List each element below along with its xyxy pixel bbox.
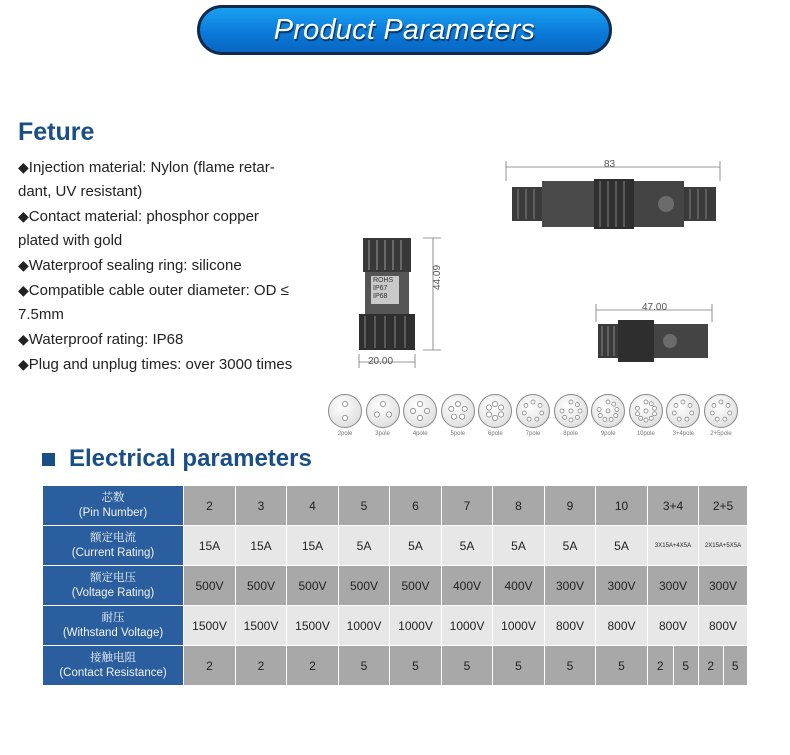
feature-item: [18, 253, 338, 278]
pole-icon: [476, 394, 514, 437]
table-cell: 5: [545, 646, 596, 686]
table-cell: 1000V: [339, 606, 390, 646]
pin-layout-icon: [441, 394, 475, 428]
pole-icon: [514, 394, 552, 437]
table-cell: 300V: [699, 566, 748, 606]
table-cell: 2: [184, 646, 236, 686]
table-cell: 8: [493, 486, 545, 526]
pole-icon: [439, 394, 477, 437]
table-cell: 5: [596, 646, 648, 686]
table-cell-split: [648, 646, 699, 686]
row-label-cn: 芯数: [101, 491, 125, 504]
feature-list: [18, 155, 338, 377]
electrical-section-title: [42, 445, 312, 473]
table-cell: 400V: [442, 566, 493, 606]
row-header: [43, 566, 184, 606]
feature-item: [18, 204, 338, 253]
table-cell: 500V: [287, 566, 339, 606]
feature-text: Injection material: Nylon (flame retar- dant, UV resistant): [18, 159, 275, 200]
pin-layout-icon: [591, 394, 625, 428]
table-cell: 2X15A+5X5A: [699, 526, 748, 566]
pole-label: 3+4pole: [672, 431, 695, 437]
row-label-en: (Current Rating): [71, 546, 155, 559]
title-banner: [197, 5, 612, 55]
pole-label: 9pole: [600, 431, 616, 437]
row-header: [43, 526, 184, 566]
table-cell: 4: [287, 486, 339, 526]
row-header: [43, 646, 184, 686]
diamond-bullet-icon: ◆: [18, 356, 29, 372]
table-cell: 10: [596, 486, 648, 526]
front-text-ip68: IP68: [373, 293, 388, 300]
table-cell: 1500V: [236, 606, 287, 646]
table-cell: 3X15A+4X5A: [648, 526, 699, 566]
table-row: [43, 646, 748, 686]
table-cell: 3+4: [648, 486, 699, 526]
front-text-rohs: ROHS: [373, 277, 394, 284]
split-value: 2: [699, 646, 724, 685]
table-cell: 1000V: [493, 606, 545, 646]
pole-configuration-row: [326, 394, 786, 446]
pole-label: 2pole: [337, 431, 353, 437]
row-label-cn: 耐压: [101, 611, 125, 624]
table-cell: 5: [339, 486, 390, 526]
table-cell: 3: [236, 486, 287, 526]
table-cell: 5: [339, 646, 390, 686]
table-cell: 5A: [339, 526, 390, 566]
table-cell: 800V: [699, 606, 748, 646]
table-cell: 5A: [545, 526, 596, 566]
pole-label: 8pole: [563, 431, 578, 437]
table-cell: 1500V: [287, 606, 339, 646]
pole-icon: [702, 394, 740, 437]
table-row: [43, 606, 748, 646]
feature-title: Feture: [18, 118, 95, 146]
pin-layout-icon: [366, 394, 400, 428]
pin-layout-icon: [478, 394, 512, 428]
pole-icon: [627, 394, 665, 437]
row-label-en: (Contact Resistance): [59, 666, 167, 679]
table-cell: 1000V: [390, 606, 442, 646]
pole-icon: [326, 394, 364, 437]
pin-layout-icon: [704, 394, 738, 428]
pole-icon: [364, 394, 402, 437]
table-cell: 1000V: [442, 606, 493, 646]
diamond-bullet-icon: ◆: [18, 282, 29, 298]
feature-text: Waterproof rating: IP68: [28, 331, 184, 348]
table-cell: 5A: [390, 526, 442, 566]
table-cell: 7: [442, 486, 493, 526]
pole-label: 2+5pole: [710, 431, 732, 437]
table-cell: 5A: [596, 526, 648, 566]
dimension-height-label: 44.09: [432, 264, 443, 290]
diamond-bullet-icon: ◆: [18, 159, 29, 175]
table-cell: 500V: [236, 566, 287, 606]
feature-text: Waterproof sealing ring: silicone: [28, 257, 242, 274]
row-label-cn: 额定电流: [90, 531, 136, 544]
pole-icon: [552, 394, 590, 437]
table-cell: 1500V: [184, 606, 236, 646]
table-cell: 2: [236, 646, 287, 686]
pin-layout-icon: [666, 394, 700, 428]
table-cell: 2: [287, 646, 339, 686]
table-row: [43, 566, 748, 606]
table-row: [43, 526, 748, 566]
table-cell: 800V: [648, 606, 699, 646]
electrical-parameters-table: [42, 485, 748, 686]
table-cell: 800V: [596, 606, 648, 646]
banner-title: Product Parameters: [273, 13, 536, 46]
table-cell: 15A: [236, 526, 287, 566]
table-cell: 400V: [493, 566, 545, 606]
pin-layout-icon: [629, 394, 663, 428]
feature-item: [18, 155, 338, 204]
row-label-cn: 接触电阻: [90, 651, 136, 664]
pin-layout-icon: [403, 394, 437, 428]
dimension-side-label: 47.00: [642, 302, 668, 313]
connector-front-drawing: [345, 230, 455, 370]
table-cell: 2: [184, 486, 236, 526]
diamond-bullet-icon: ◆: [18, 208, 29, 224]
pole-icon: [401, 394, 439, 437]
feature-text: Compatible cable outer diameter: OD ≤ 7.5mm: [18, 282, 289, 323]
table-cell: 500V: [390, 566, 442, 606]
table-cell: 5: [442, 646, 493, 686]
feature-item: [18, 327, 338, 352]
row-label-en: (Pin Number): [78, 506, 148, 519]
pole-label: 3pole: [375, 431, 390, 437]
table-cell: 15A: [287, 526, 339, 566]
front-text-ip67: IP67: [373, 285, 388, 292]
diamond-bullet-icon: ◆: [18, 257, 29, 273]
table-cell: 500V: [339, 566, 390, 606]
row-label-en: (Withstand Voltage): [62, 626, 164, 639]
table-cell: 800V: [545, 606, 596, 646]
pole-icon: [589, 394, 627, 437]
table-cell: 2+5: [699, 486, 748, 526]
table-cell: 15A: [184, 526, 236, 566]
feature-item: [18, 352, 338, 377]
pole-label: 6pole: [488, 431, 503, 437]
table-cell: 9: [545, 486, 596, 526]
table-cell: 5: [390, 646, 442, 686]
feature-text: Plug and unplug times: over 3000 times: [28, 356, 293, 373]
table-cell: 6: [390, 486, 442, 526]
feature-text: Contact material: phosphor copper plated with gold: [18, 208, 259, 249]
pole-label: 7pole: [525, 431, 541, 437]
split-value: 5: [682, 658, 690, 673]
table-cell: 300V: [545, 566, 596, 606]
pole-icon: [664, 394, 702, 437]
row-header: [43, 606, 184, 646]
diamond-bullet-icon: ◆: [18, 331, 29, 347]
table-cell: 5: [493, 646, 545, 686]
pole-label: 10pole: [636, 431, 655, 437]
table-cell: 5A: [493, 526, 545, 566]
square-bullet-icon: [42, 453, 55, 466]
table-cell: 300V: [648, 566, 699, 606]
split-value: 5: [731, 658, 739, 673]
feature-item: [18, 278, 338, 327]
table-cell: 300V: [596, 566, 648, 606]
pin-layout-icon: [328, 394, 362, 428]
table-cell: 500V: [184, 566, 236, 606]
electrical-title-text: Electrical parameters: [69, 445, 312, 472]
row-label-cn: 额定电压: [90, 571, 136, 584]
pin-layout-icon: [516, 394, 550, 428]
dimension-length-label: 83: [604, 159, 616, 170]
row-label-en: (Voltage Rating): [71, 586, 155, 599]
row-header: [43, 486, 184, 526]
pin-layout-icon: [554, 394, 588, 428]
table-cell-split: [699, 646, 748, 686]
table-row: [43, 486, 748, 526]
table-cell: 5A: [442, 526, 493, 566]
split-value: 2: [648, 646, 674, 685]
pole-label: 4pole: [412, 431, 428, 437]
pole-label: 5pole: [450, 431, 466, 437]
dimension-width-label: 20.00: [368, 356, 394, 367]
